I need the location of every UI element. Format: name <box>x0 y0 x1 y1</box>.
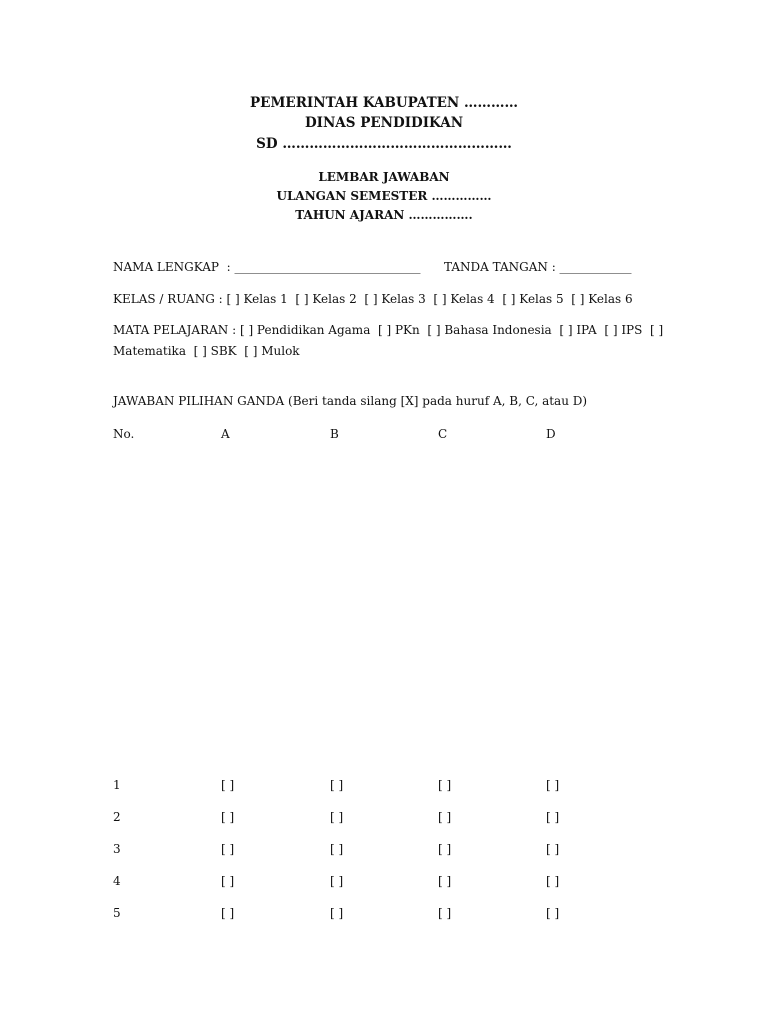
answer-checkbox-d[interactable]: [ ] <box>546 842 560 856</box>
title-school-year: TAHUN AJARAN ……………. <box>295 208 473 222</box>
column-header-b: B <box>330 427 339 441</box>
answer-checkbox-b[interactable]: [ ] <box>330 906 344 920</box>
answer-checkbox-d[interactable]: [ ] <box>546 810 560 824</box>
row-number: 1 <box>113 778 121 792</box>
answer-checkbox-d[interactable]: [ ] <box>546 778 560 792</box>
answer-checkbox-c[interactable]: [ ] <box>438 906 452 920</box>
answer-checkbox-a[interactable]: [ ] <box>221 778 235 792</box>
column-header-no: No. <box>113 427 135 441</box>
answer-checkbox-b[interactable]: [ ] <box>330 842 344 856</box>
full-name-field[interactable]: NAMA LENGKAP : _______________________________ <box>113 260 421 274</box>
header-department: DINAS PENDIDIKAN <box>304 115 464 131</box>
column-header-d: D <box>546 427 556 441</box>
answer-checkbox-a[interactable]: [ ] <box>221 842 235 856</box>
title-semester-exam: ULANGAN SEMESTER …………… <box>276 189 492 203</box>
answer-checkbox-c[interactable]: [ ] <box>438 842 452 856</box>
answer-checkbox-a[interactable]: [ ] <box>221 874 235 888</box>
row-number: 4 <box>113 874 121 888</box>
answer-checkbox-b[interactable]: [ ] <box>330 778 344 792</box>
answer-checkbox-a[interactable]: [ ] <box>221 810 235 824</box>
answer-checkbox-c[interactable]: [ ] <box>438 874 452 888</box>
header-school: SD …………………………………………… <box>256 136 512 152</box>
subject-options-line1[interactable]: MATA PELAJARAN : [ ] Pendidikan Agama [ ] PKn [ ] Bahasa Indonesia [ ] IPA [ ] IPS [ ] <box>113 323 664 337</box>
answer-instruction: JAWABAN PILIHAN GANDA (Beri tanda silang [X] pada huruf A, B, C, atau D) <box>113 394 588 408</box>
header-government: PEMERINTAH KABUPATEN ………… <box>250 95 518 111</box>
title-answer-sheet: LEMBAR JAWABAN <box>318 170 450 184</box>
class-room-options[interactable]: KELAS / RUANG : [ ] Kelas 1 [ ] Kelas 2 [ ] Kelas 3 [ ] Kelas 4 [ ] Kelas 5 [ ] Kelas 6 <box>113 292 633 306</box>
row-number: 3 <box>113 842 121 856</box>
answer-checkbox-c[interactable]: [ ] <box>438 810 452 824</box>
answer-checkbox-a[interactable]: [ ] <box>221 906 235 920</box>
signature-field[interactable]: TANDA TANGAN : ____________ <box>444 260 632 274</box>
answer-checkbox-b[interactable]: [ ] <box>330 874 344 888</box>
answer-checkbox-d[interactable]: [ ] <box>546 874 560 888</box>
row-number: 2 <box>113 810 121 824</box>
row-number: 5 <box>113 906 121 920</box>
answer-checkbox-c[interactable]: [ ] <box>438 778 452 792</box>
answer-checkbox-b[interactable]: [ ] <box>330 810 344 824</box>
column-header-c: C <box>438 427 448 441</box>
answer-checkbox-d[interactable]: [ ] <box>546 906 560 920</box>
column-header-a: A <box>221 427 230 441</box>
subject-options-line2[interactable]: Matematika [ ] SBK [ ] Mulok <box>113 344 300 358</box>
